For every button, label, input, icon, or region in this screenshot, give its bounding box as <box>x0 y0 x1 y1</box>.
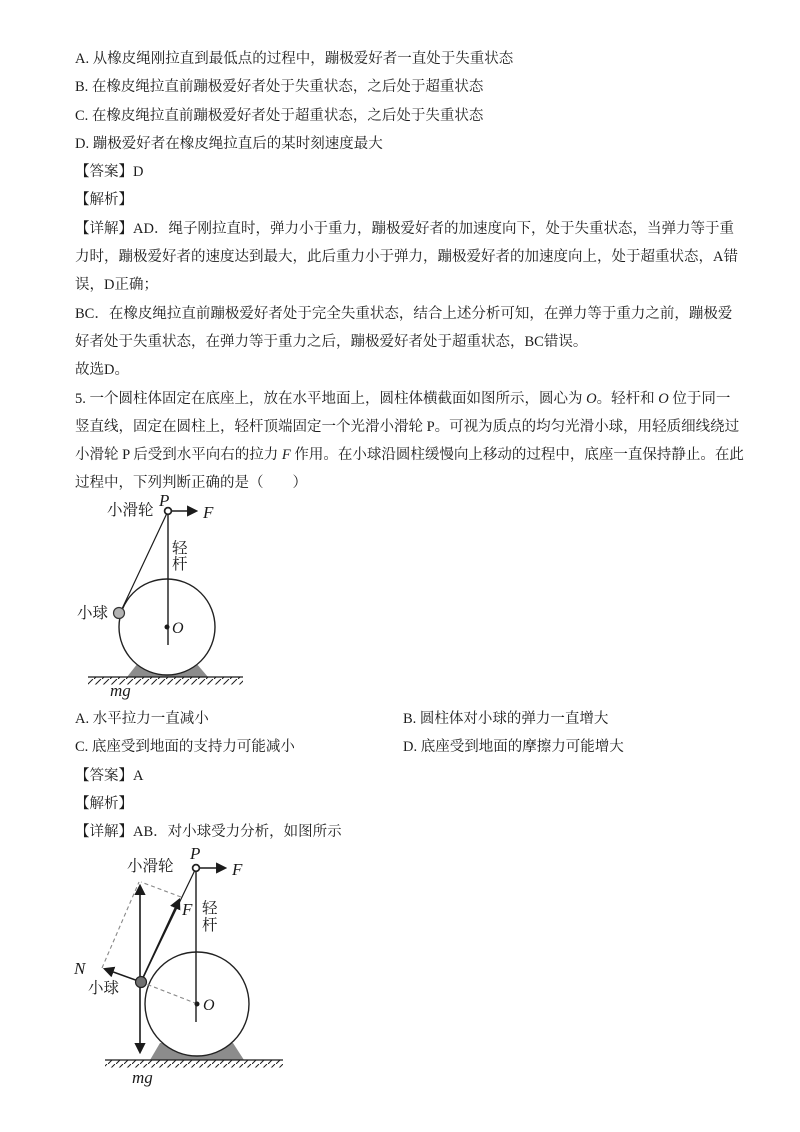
text-segment: 【答案】A <box>75 767 144 784</box>
option-item <box>75 733 403 761</box>
point-P-label: P <box>159 491 170 510</box>
option-row <box>75 705 624 733</box>
ground-hatching <box>105 1061 283 1068</box>
pulley-label: 小滑轮 <box>107 502 154 519</box>
text-line <box>75 356 744 384</box>
ball-label: 小球 <box>88 980 120 997</box>
ball-label: 小球 <box>77 605 109 622</box>
text-segment: A. 水平拉力一直减小 <box>75 711 209 727</box>
text-segment: 【详解】AB．对小球受力分析，如图所示 <box>75 824 342 841</box>
mg-label: mg <box>110 681 131 700</box>
ball <box>114 608 125 619</box>
point-P-label: P <box>190 844 201 863</box>
text-segment: B. 圆柱体对小球的弹力一直增大 <box>403 711 609 727</box>
text-segment: D. 蹦极爱好者在橡皮绳拉直后的某时刻速度最大 <box>75 135 383 152</box>
rod-label-char2: 杆 <box>172 556 188 573</box>
center-dot <box>195 1002 200 1007</box>
center-O-label: O <box>172 620 184 637</box>
text-line <box>75 186 744 214</box>
text-segment: A. 从橡皮绳刚拉直到最低点的过程中，蹦极爱好者一直处于失重状态 <box>75 51 514 67</box>
text-segment: 竖直线，固定在圆柱上，轻杆顶端固定一个光滑小滑轮 P。可视为质点的均匀光滑小球，用轻质细线绕过 <box>75 418 740 435</box>
text-line <box>75 300 744 328</box>
text-line <box>75 73 744 101</box>
text-segment: D. 底座受到地面的摩擦力可能增大 <box>403 739 624 756</box>
text-line <box>75 762 624 790</box>
text-line <box>75 158 744 186</box>
text-line <box>75 102 744 130</box>
parallelogram-dashed-right <box>141 882 181 897</box>
text-segment: 5. 一个圆柱体固定在底座上，放在水平地面上，圆柱体横截面如图所示，圆心为 <box>75 390 587 407</box>
option-item <box>75 705 403 733</box>
ball <box>136 977 147 988</box>
text-segment: C. 在橡皮绳拉直前蹦极爱好者处于超重状态，之后处于失重状态 <box>75 107 484 124</box>
parallelogram-dashed-left <box>102 882 139 968</box>
question5-figure <box>70 490 315 708</box>
force-F-label: F <box>203 503 214 522</box>
text-line <box>75 215 744 243</box>
text-line <box>75 243 744 271</box>
text-segment: 好者处于失重状态，在弹力等于重力之后，蹦极爱好者处于超重状态，BC错误。 <box>75 333 588 350</box>
text-segment: 【解析】 <box>75 192 133 209</box>
text-line <box>75 45 744 73</box>
rod-label-char1: 轻 <box>202 900 218 917</box>
text-segment: BC．在橡皮绳拉直前蹦极爱好者处于完全失重状态，结合上述分析可知，在弹力等于重力之前，蹦极爱 <box>75 305 733 322</box>
text-segment: B. 在橡皮绳拉直前蹦极爱好者处于失重状态，之后处于超重状态 <box>75 79 484 96</box>
rod-label-char1: 轻 <box>172 540 188 557</box>
center-O-label: O <box>203 997 215 1014</box>
text-segment: 【答案】D <box>75 164 144 181</box>
mg-label: mg <box>132 1068 153 1087</box>
text-segment: 【详解】AD．绳子刚拉直时，弹力小于重力，蹦极爱好者的加速度向下，处于失重状态，当弹力等于重 <box>75 220 734 237</box>
text-segment: 。轻杆和 <box>596 390 659 407</box>
option-item <box>403 705 608 733</box>
text-segment: 位于同一 <box>668 390 731 407</box>
force-analysis-figure <box>60 840 360 1090</box>
pulley-label: 小滑轮 <box>127 858 174 875</box>
math-variable: F <box>281 447 291 464</box>
text-segment: 力时，蹦极爱好者的速度达到最大，此后重力小于弹力，蹦极爱好者的加速度向上，处于超重状态，A错 <box>75 249 738 266</box>
tension-F-label: F <box>182 900 193 919</box>
math-variable: O <box>658 390 669 407</box>
text-segment: 作用。在小球沿圆柱缓慢向上移动的过程中，底座一直保持静止。在此 <box>290 447 744 464</box>
text-line <box>75 130 744 158</box>
rod-label-char2: 杆 <box>202 917 218 934</box>
text-segment: 误，D正确； <box>75 277 158 294</box>
text-line <box>75 413 744 441</box>
text-segment: 过程中，下列判断正确的是（ ） <box>75 475 307 492</box>
center-dot <box>165 625 170 630</box>
text-segment: 小滑轮 P 后受到水平向右的拉力 <box>75 447 282 464</box>
applied-force-F-label: F <box>232 860 243 879</box>
text-segment: C. 底座受到地面的支持力可能减小 <box>75 739 295 756</box>
math-variable: O <box>586 390 597 407</box>
pulley-dot <box>193 865 200 872</box>
option-row <box>75 733 624 761</box>
question5-options-and-answer-block <box>75 705 624 846</box>
option-item <box>403 733 624 761</box>
text-segment: 故选D。 <box>75 362 129 379</box>
text-line <box>75 328 744 356</box>
text-segment: 【解析】 <box>75 795 133 812</box>
question4-and-question5-text-block <box>75 45 744 498</box>
text-line <box>75 441 744 469</box>
text-line <box>75 385 744 413</box>
normal-force-N-label: N <box>74 959 86 978</box>
text-line <box>75 790 624 818</box>
text-line <box>75 271 744 299</box>
